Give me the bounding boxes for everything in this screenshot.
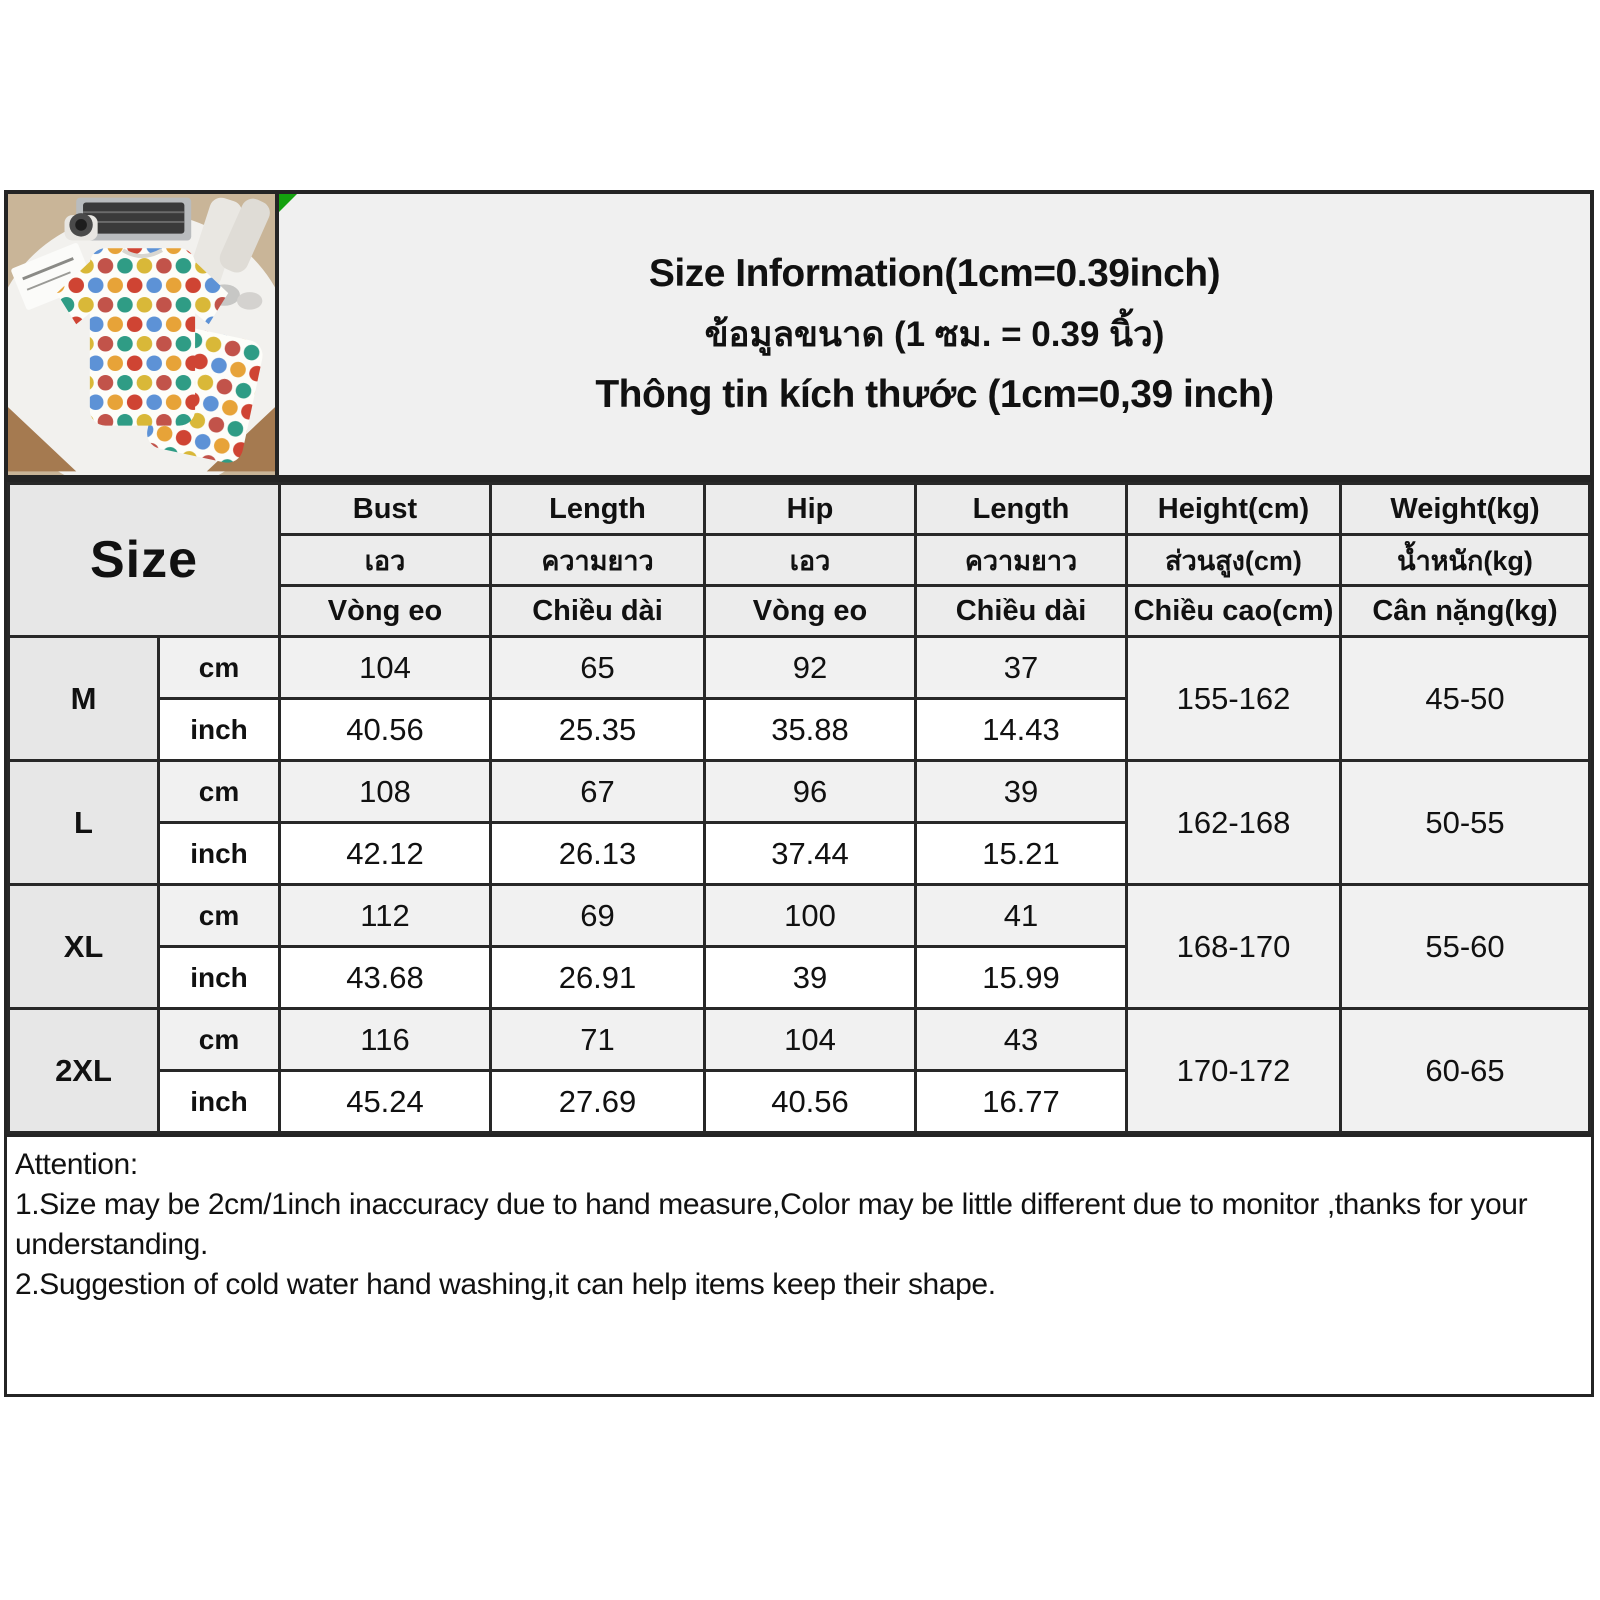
size-label-2xl: 2XL — [9, 1009, 159, 1133]
col-header-length: Length — [491, 484, 705, 535]
value-cell: 108 — [280, 761, 491, 823]
title-panel — [279, 190, 1594, 479]
value-cell: 43.68 — [280, 947, 491, 1009]
col-header-bust-th: เอว — [280, 535, 491, 586]
value-cell: 65 — [491, 637, 705, 699]
col-header-weight: Weight(kg) — [1341, 484, 1590, 535]
attention-note-2: 2.Suggestion of cold water hand washing,it can help items keep their shape. — [15, 1268, 996, 1301]
value-cell: 39 — [916, 761, 1127, 823]
attention-box — [4, 1137, 1594, 1397]
unit-cell: inch — [159, 1071, 280, 1133]
value-cell: 92 — [705, 637, 916, 699]
value-cell: 27.69 — [491, 1071, 705, 1133]
value-cell: 67 — [491, 761, 705, 823]
col-header-length2: Length — [916, 484, 1127, 535]
weight-range-cell: 55-60 — [1341, 885, 1590, 1009]
col-header-length-th: ความยาว — [491, 535, 705, 586]
title-vietnamese: Thông tin kích thước (1cm=0,39 inch) — [595, 373, 1274, 416]
value-cell: 104 — [705, 1009, 916, 1071]
height-range-cell: 168-170 — [1127, 885, 1341, 1009]
product-photo-illustration — [8, 194, 275, 475]
col-header-height-vi: Chiều cao(cm) — [1127, 586, 1341, 637]
height-range-cell: 170-172 — [1127, 1009, 1341, 1133]
weight-range-cell: 60-65 — [1341, 1009, 1590, 1133]
col-header-bust: Bust — [280, 484, 491, 535]
size-chart-content — [4, 190, 1594, 1397]
col-header-hip-vi: Vòng eo — [705, 586, 916, 637]
col-header-length2-th: ความยาว — [916, 535, 1127, 586]
size-header-cell: Size — [9, 484, 280, 637]
value-cell: 71 — [491, 1009, 705, 1071]
unit-cell: cm — [159, 1009, 280, 1071]
col-header-height-th: ส่วนสูง(cm) — [1127, 535, 1341, 586]
value-cell: 37.44 — [705, 823, 916, 885]
green-corner-mark — [279, 194, 297, 212]
value-cell: 100 — [705, 885, 916, 947]
value-cell: 15.21 — [916, 823, 1127, 885]
title-thai: ข้อมูลขนาด (1 ซม. = 0.39 นิ้ว) — [704, 315, 1165, 354]
size-label-l: L — [9, 761, 159, 885]
value-cell: 37 — [916, 637, 1127, 699]
value-cell: 39 — [705, 947, 916, 1009]
col-header-weight-th: น้ำหนัก(kg) — [1341, 535, 1590, 586]
table-row — [9, 1009, 1590, 1071]
unit-cell: inch — [159, 823, 280, 885]
table-row — [9, 761, 1590, 823]
col-header-height: Height(cm) — [1127, 484, 1341, 535]
attention-note-1: 1.Size may be 2cm/1inch inaccuracy due to hand measure,Color may be little different due to monitor ,thanks for your understanding. — [15, 1188, 1528, 1261]
value-cell: 40.56 — [280, 699, 491, 761]
value-cell: 45.24 — [280, 1071, 491, 1133]
header-row-english — [9, 484, 1590, 535]
unit-cell: inch — [159, 699, 280, 761]
height-range-cell: 162-168 — [1127, 761, 1341, 885]
value-cell: 15.99 — [916, 947, 1127, 1009]
col-header-hip-th: เอว — [705, 535, 916, 586]
camera-icon — [65, 213, 98, 240]
col-header-hip: Hip — [705, 484, 916, 535]
value-cell: 41 — [916, 885, 1127, 947]
height-range-cell: 155-162 — [1127, 637, 1341, 761]
unit-cell: cm — [159, 637, 280, 699]
unit-cell: cm — [159, 885, 280, 947]
col-header-length-vi: Chiều dài — [491, 586, 705, 637]
unit-cell: cm — [159, 761, 280, 823]
value-cell: 69 — [491, 885, 705, 947]
weight-range-cell: 45-50 — [1341, 637, 1590, 761]
top-band — [4, 190, 1594, 479]
value-cell: 116 — [280, 1009, 491, 1071]
value-cell: 26.13 — [491, 823, 705, 885]
value-cell: 104 — [280, 637, 491, 699]
attention-heading: Attention: — [15, 1148, 138, 1181]
table-row — [9, 637, 1590, 699]
unit-cell: inch — [159, 947, 280, 1009]
col-header-weight-vi: Cân nặng(kg) — [1341, 586, 1590, 637]
size-label-m: M — [9, 637, 159, 761]
value-cell: 112 — [280, 885, 491, 947]
value-cell: 96 — [705, 761, 916, 823]
value-cell: 43 — [916, 1009, 1127, 1071]
value-cell: 40.56 — [705, 1071, 916, 1133]
value-cell: 35.88 — [705, 699, 916, 761]
title-english: Size Information(1cm=0.39inch) — [648, 252, 1221, 295]
value-cell: 42.12 — [280, 823, 491, 885]
size-table — [7, 482, 1591, 1134]
value-cell: 16.77 — [916, 1071, 1127, 1133]
value-cell: 14.43 — [916, 699, 1127, 761]
product-photo — [4, 190, 279, 479]
size-label-xl: XL — [9, 885, 159, 1009]
value-cell: 25.35 — [491, 699, 705, 761]
size-table-wrap — [4, 479, 1594, 1137]
value-cell: 26.91 — [491, 947, 705, 1009]
table-row — [9, 885, 1590, 947]
col-header-bust-vi: Vòng eo — [280, 586, 491, 637]
col-header-length2-vi: Chiều dài — [916, 586, 1127, 637]
weight-range-cell: 50-55 — [1341, 761, 1590, 885]
